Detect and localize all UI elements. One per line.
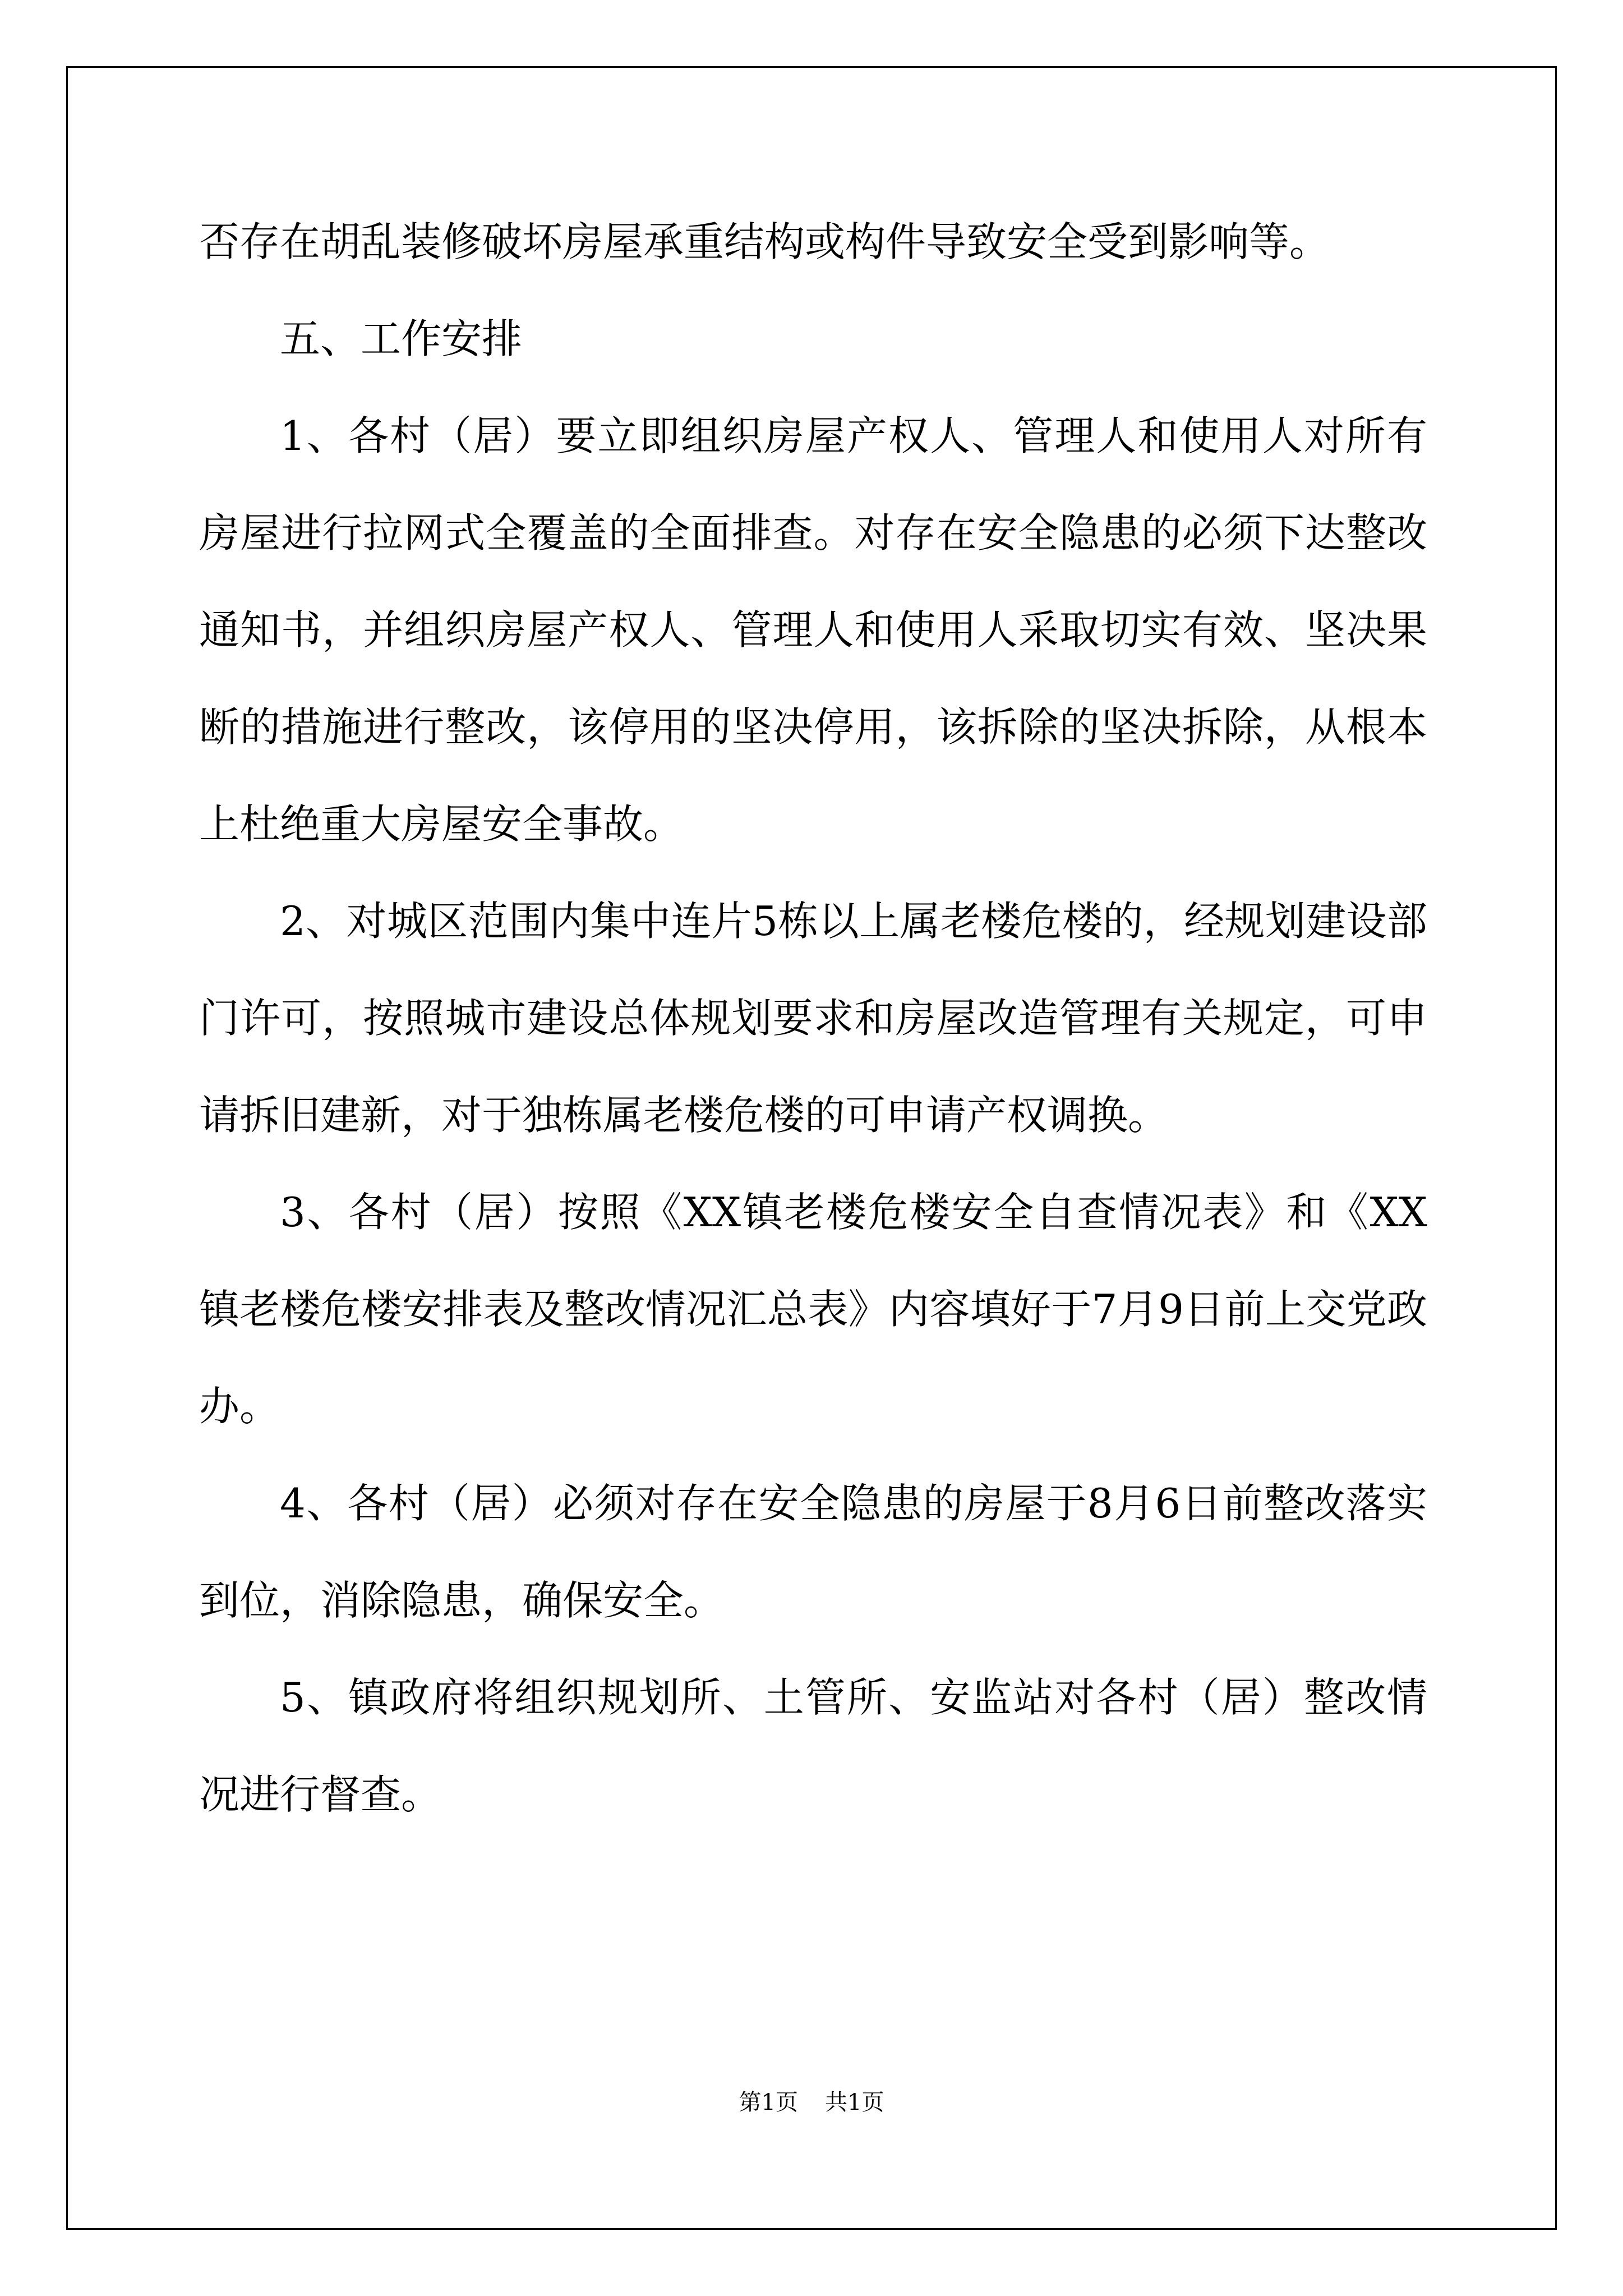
paragraph-item-5: 5、镇政府将组织规划所、土管所、安监站对各村（居）整改情况进行督查。 (199, 1674, 1427, 1818)
paragraph-continuation: 否存在胡乱装修破坏房屋承重结构或构件导致安全受到影响等。 (199, 218, 1330, 265)
page-total: 共1页 (825, 2090, 884, 2115)
page-footer (0, 2086, 1623, 2119)
document-body (199, 194, 1427, 1843)
paragraph-item-2: 2、对城区范围内集中连片5栋以上属老楼危楼的，经规划建设部门许可，按照城市建设总体规划要求和房屋改造管理有关规定，可申请拆旧建新，对于独栋属老楼危楼的可申请产权调换。 (199, 898, 1427, 1139)
paragraph-item-1: 1、各村（居）要立即组织房屋产权人、管理人和使用人对所有房屋进行拉网式全覆盖的全面排查。对存在安全隐患的必须下达整改通知书，并组织房屋产权人、管理人和使用人采取切实有效、坚决果断的措施进行整改，该停用的坚决停用，该拆除的坚决拆除，从根本上杜绝重大房屋安全事故。 (199, 412, 1427, 848)
paragraph-item-4: 4、各村（居）必须对存在安全隐患的房屋于8月6日前整改落实到位，消除隐患，确保安全。 (199, 1480, 1427, 1624)
page-number: 第1页 (739, 2090, 798, 2115)
paragraph-item-3: 3、各村（居）按照《XX镇老楼危楼安全自查情况表》和《XX镇老楼危楼安排表及整改情况汇总表》内容填好于7月9日前上交党政办。 (199, 1189, 1427, 1430)
section-heading: 五、工作安排 (280, 315, 523, 362)
